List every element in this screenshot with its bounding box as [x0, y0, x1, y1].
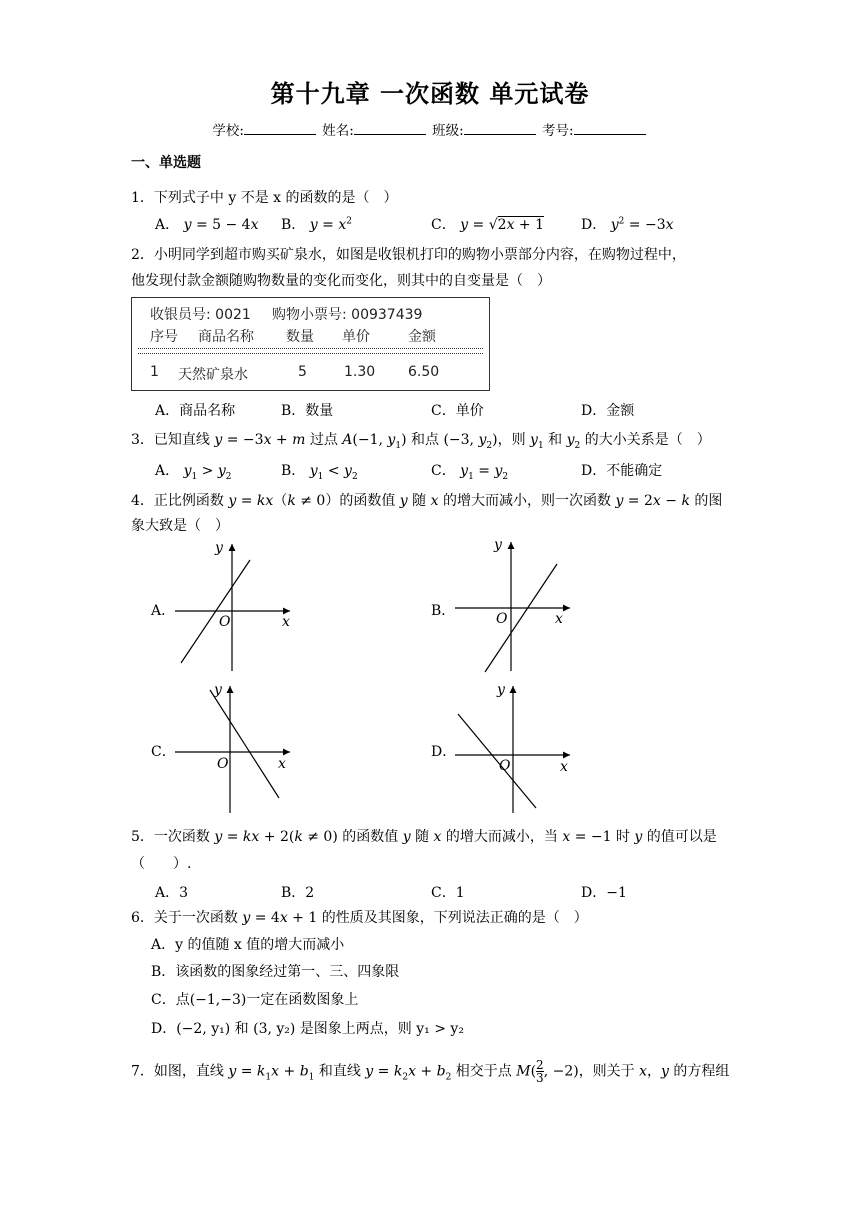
header-name: 商品名称 [198, 329, 254, 345]
q4a-y-label: y [215, 540, 223, 556]
q2-option-a[interactable]: A．商品名称 [155, 403, 236, 419]
class-label: 班级: [432, 123, 464, 139]
row-qty: 5 [298, 364, 307, 380]
header-qty: 数量 [286, 329, 314, 345]
student-info-line [0, 119, 860, 139]
q4-option-c-label[interactable]: C． [151, 744, 176, 760]
q2-option-c[interactable]: C．单价 [431, 403, 484, 419]
q5-stem-line2: （ ）. [131, 856, 192, 872]
name-blank[interactable] [354, 122, 426, 135]
name-label: 姓名: [322, 123, 354, 139]
q4-graph-b[interactable] [455, 538, 580, 673]
q3-stem: 3．已知直线 y = −3x + m 过点 A(−1, $y_1$) 和点 (−3, $y_2$)，则 $y_1$ 和 $y_2$ 的大小关系是（ ） [131, 432, 711, 451]
row-amount: 6.50 [408, 364, 440, 380]
receipt-divider-1 [138, 348, 483, 349]
q4c-origin-label: O [217, 756, 229, 772]
q6-stem: 6．关于一次函数 y = 4x + 1 的性质及其图象，下列说法正确的是（ ） [131, 910, 588, 926]
q4b-origin-label: O [496, 611, 508, 627]
q4b-y-label: y [494, 537, 502, 553]
q5-option-d[interactable]: D．−1 [581, 885, 627, 901]
q3-option-d[interactable]: D．不能确定 [581, 463, 663, 479]
q1-option-d[interactable]: D． $y^2 = -3x$ [581, 216, 674, 233]
q2-stem-line1: 2．小明同学到超市购买矿泉水，如图是收银机打印的购物小票部分内容，在购物过程中， [131, 247, 686, 263]
q3-option-a[interactable]: A． $y_1 > y_2$ [155, 463, 232, 482]
receipt-divider-2 [138, 353, 483, 354]
q1-option-a[interactable]: A． y = 5 − 4x [155, 217, 259, 233]
q6-option-b[interactable]: B．该函数的图象经过第一、三、四象限 [151, 964, 400, 980]
q5-option-a[interactable]: A．3 [155, 885, 189, 901]
q3-option-c[interactable]: C． $y_1 = y_2$ [431, 463, 509, 482]
q6-option-a[interactable]: A．y 的值随 x 值的增大而减小 [151, 937, 345, 953]
q2-stem-line2: 他发现付款金额随购物数量的变化而变化，则其中的自变量是（ ） [131, 273, 551, 289]
q7-stem: 7．如图，直线 $y = k_1x + b_1$ 和直线 $y = k_2x + b_2$ 相交于点 M( $\frac{2}{3}$ , −2)，则关于 x，y 的方程组 [131, 1058, 730, 1085]
q4-graph-c[interactable] [175, 680, 300, 815]
q4-graph-d[interactable] [455, 680, 580, 815]
row-name: 天然矿泉水 [178, 367, 248, 383]
q1-stem: 1．下列式子中 y 不是 x 的函数的是（ ） [131, 190, 398, 206]
q5-stem-line1: 5．一次函数 y = kx + 2(k ≠ 0) 的函数值 y 随 x 的增大而减小，当 x = −1 时 y 的值可以是 [131, 829, 717, 845]
q4-option-b-label[interactable]: B． [431, 603, 456, 619]
section-heading: 一、单选题 [131, 155, 201, 171]
class-blank[interactable] [464, 122, 536, 135]
q4-option-a-label[interactable]: A． [151, 603, 176, 619]
exam-label: 考号: [542, 123, 574, 139]
ticket-number: 购物小票号: 00937439 [272, 307, 423, 323]
q3-option-b[interactable]: B． $y_1 < y_2$ [281, 463, 358, 482]
q6-option-d[interactable]: D．(−2, y₁) 和 (3, y₂) 是图象上两点，则 y₁ > y₂ [151, 1021, 464, 1037]
q4d-y-label: y [497, 682, 505, 698]
q4d-x-label: x [560, 759, 568, 775]
q5-option-b[interactable]: B．2 [281, 885, 315, 901]
q4a-x-label: x [282, 614, 290, 630]
q4a-origin-label: O [219, 614, 231, 630]
row-price: 1.30 [344, 364, 376, 380]
q1-option-b[interactable]: B． $y = x^2$ [281, 216, 352, 233]
row-no: 1 [150, 364, 159, 380]
q6-option-c[interactable]: C．点(−1,−3)一定在函数图象上 [151, 992, 359, 1008]
school-blank[interactable] [244, 122, 316, 135]
q1-option-c[interactable]: C． y = √2x + 1 [431, 217, 545, 233]
q4b-x-label: x [555, 611, 563, 627]
q4-stem-line1: 4．正比例函数 y = kx（k ≠ 0）的函数值 y 随 x 的增大而减小，则一次函数 y = 2x − k 的图 [131, 493, 723, 509]
school-label: 学校: [212, 123, 244, 139]
cashier-number: 收银员号: 0021 [150, 307, 251, 323]
q4d-origin-label: O [499, 758, 511, 774]
page-title: 第十九章 一次函数 单元试卷 [270, 80, 590, 108]
q2-option-d[interactable]: D．金额 [581, 403, 635, 419]
q4-stem-line2: 象大致是（ ） [131, 518, 229, 534]
shopping-receipt [131, 297, 490, 391]
header-no: 序号 [150, 329, 178, 345]
q2-option-b[interactable]: B．数量 [281, 403, 334, 419]
q5-option-c[interactable]: C．1 [431, 885, 465, 901]
q4-graph-a[interactable] [175, 538, 300, 673]
header-price: 单价 [342, 329, 370, 345]
header-amount: 金额 [408, 329, 436, 345]
q4c-x-label: x [278, 756, 286, 772]
q4c-y-label: y [214, 682, 222, 698]
exam-blank[interactable] [574, 122, 646, 135]
q4-option-d-label[interactable]: D． [431, 744, 457, 760]
